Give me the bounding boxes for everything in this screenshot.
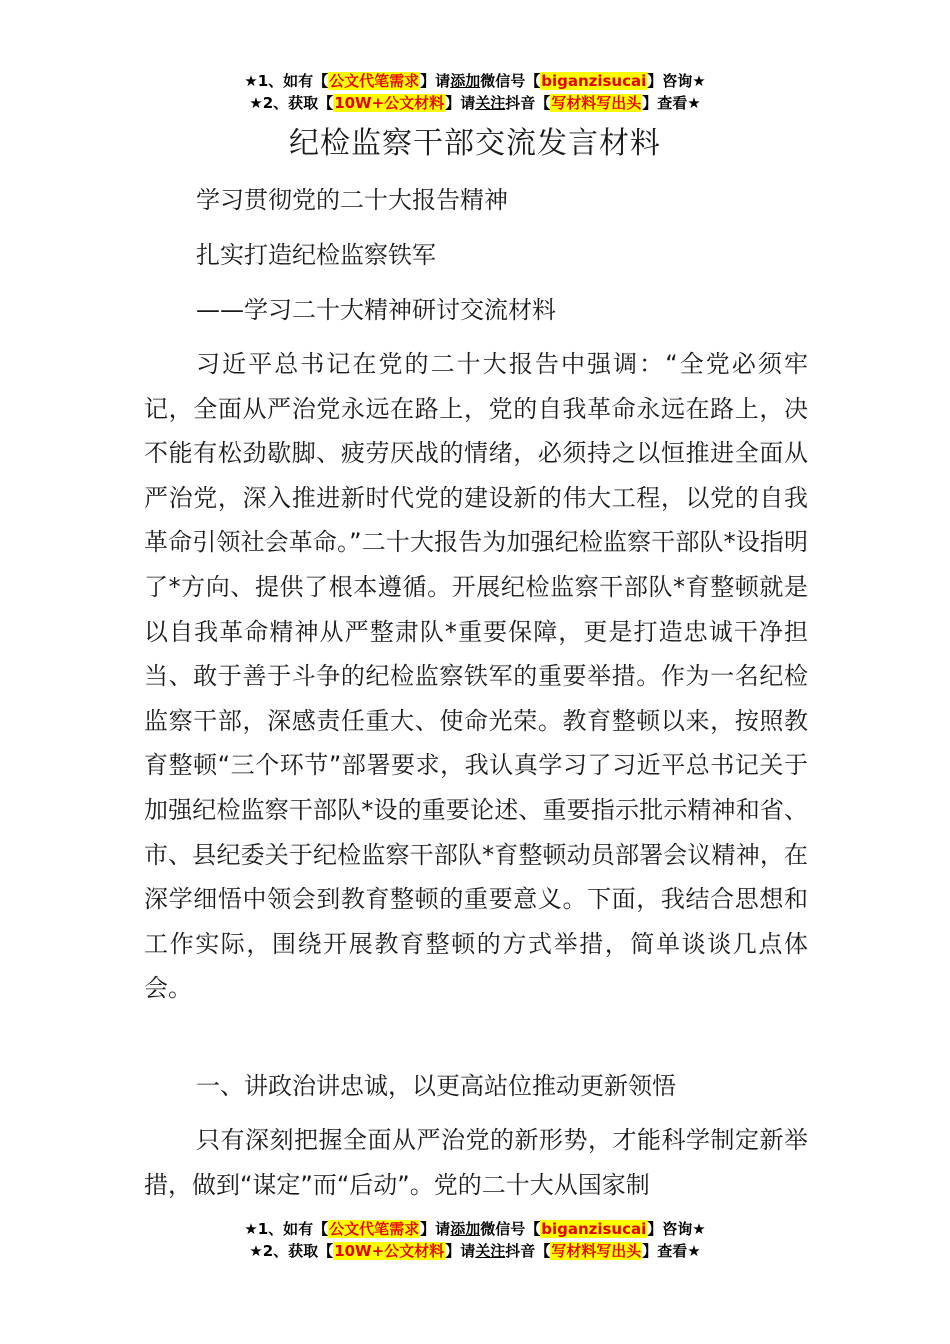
banner-text: 微信号【: [480, 72, 541, 90]
banner-line-1: [0, 1218, 950, 1240]
body-paragraph-1: 习近平总书记在党的二十大报告中强调：“全党必须牢记，全面从严治党永远在路上，党的自我革命永远在路上，决不能有松劲歇脚、疲劳厌战的情绪，必须持之以恒推进全面从严治党，深入推进新时代党的建设新的伟大工程，以党的自我革命引领社会革命。”二十大报告为加强纪检监察干部队*设指明了*方向、提供了根本遵循。开展纪检监察干部队*育整顿就是以自我革命精神从严整肃队*重要保障，更是打造忠诚干净担当、敢于善于斗争的纪检监察铁军的重要举措。作为一名纪检监察干部，深感责任重大、使命光荣。教育整顿以来，按照教育整顿“三个环节”部署要求，我认真学习了习近平总书记关于加强纪检监察干部队*设的重要论述、重要指示批示精神和省、市、县纪委关于纪检监察干部队*育整顿动员部署会议精神，在深学细悟中领会到教育整顿的重要意义。下面，我结合思想和工作实际，围绕开展教育整顿的方式举措，简单谈谈几点体会。: [144, 350, 808, 1003]
banner-underline-text: 关注: [475, 94, 506, 112]
subtitle-1: 学习贯彻党的二十大报告精神: [196, 186, 508, 214]
banner-line-1: [0, 70, 950, 92]
banner-text: 】查看★: [642, 94, 701, 112]
banner-douyin-id: 写材料写出头: [551, 1242, 642, 1260]
body-paragraph-2: 只有深刻把握全面从严治党的新形势，才能科学制定新举措，做到“谋定”而“后动”。党的二十大从国家制: [144, 1126, 808, 1199]
banner-text: 】咨询★: [647, 72, 706, 90]
banner-text: 抖音【: [505, 94, 551, 112]
banner-underline-text: 添加: [450, 72, 481, 90]
banner-text: 】咨询★: [647, 1220, 706, 1238]
subtitle-2: 扎实打造纪检监察铁军: [196, 241, 436, 269]
banner-text: 】请: [445, 94, 476, 112]
banner-wechat-id: biganzisucai: [541, 72, 647, 90]
banner-text: 】请: [445, 1242, 476, 1260]
banner-text: ★2、获取【: [249, 1242, 334, 1260]
banner-underline-text: 关注: [475, 1242, 506, 1260]
top-ad-banner: [0, 70, 950, 114]
section-heading-1: 一、讲政治讲忠诚，以更高站位推动更新领悟: [196, 1072, 676, 1100]
banner-douyin-id: 写材料写出头: [551, 94, 642, 112]
bottom-ad-banner: [0, 1218, 950, 1262]
banner-wechat-id: biganzisucai: [541, 1220, 647, 1238]
banner-underline-text: 添加: [450, 1220, 481, 1238]
banner-line-2: [0, 1240, 950, 1262]
banner-text: 抖音【: [505, 1242, 551, 1260]
banner-text: ★2、获取【: [249, 94, 334, 112]
banner-text: ★1、如有【: [244, 1220, 329, 1238]
banner-text: ★1、如有【: [244, 72, 329, 90]
banner-highlight: 公文代笔需求: [329, 1220, 420, 1238]
banner-line-2: [0, 92, 950, 114]
banner-text: 】查看★: [642, 1242, 701, 1260]
banner-highlight: 公文代笔需求: [329, 72, 420, 90]
document-title: 纪检监察干部交流发言材料: [289, 126, 661, 161]
banner-text: 】请: [420, 1220, 451, 1238]
banner-text: 微信号【: [480, 1220, 541, 1238]
banner-highlight: 10W+公文材料: [334, 94, 445, 112]
subtitle-3: ——学习二十大精神研讨交流材料: [196, 296, 556, 324]
banner-text: 】请: [420, 72, 451, 90]
banner-highlight: 10W+公文材料: [334, 1242, 445, 1260]
